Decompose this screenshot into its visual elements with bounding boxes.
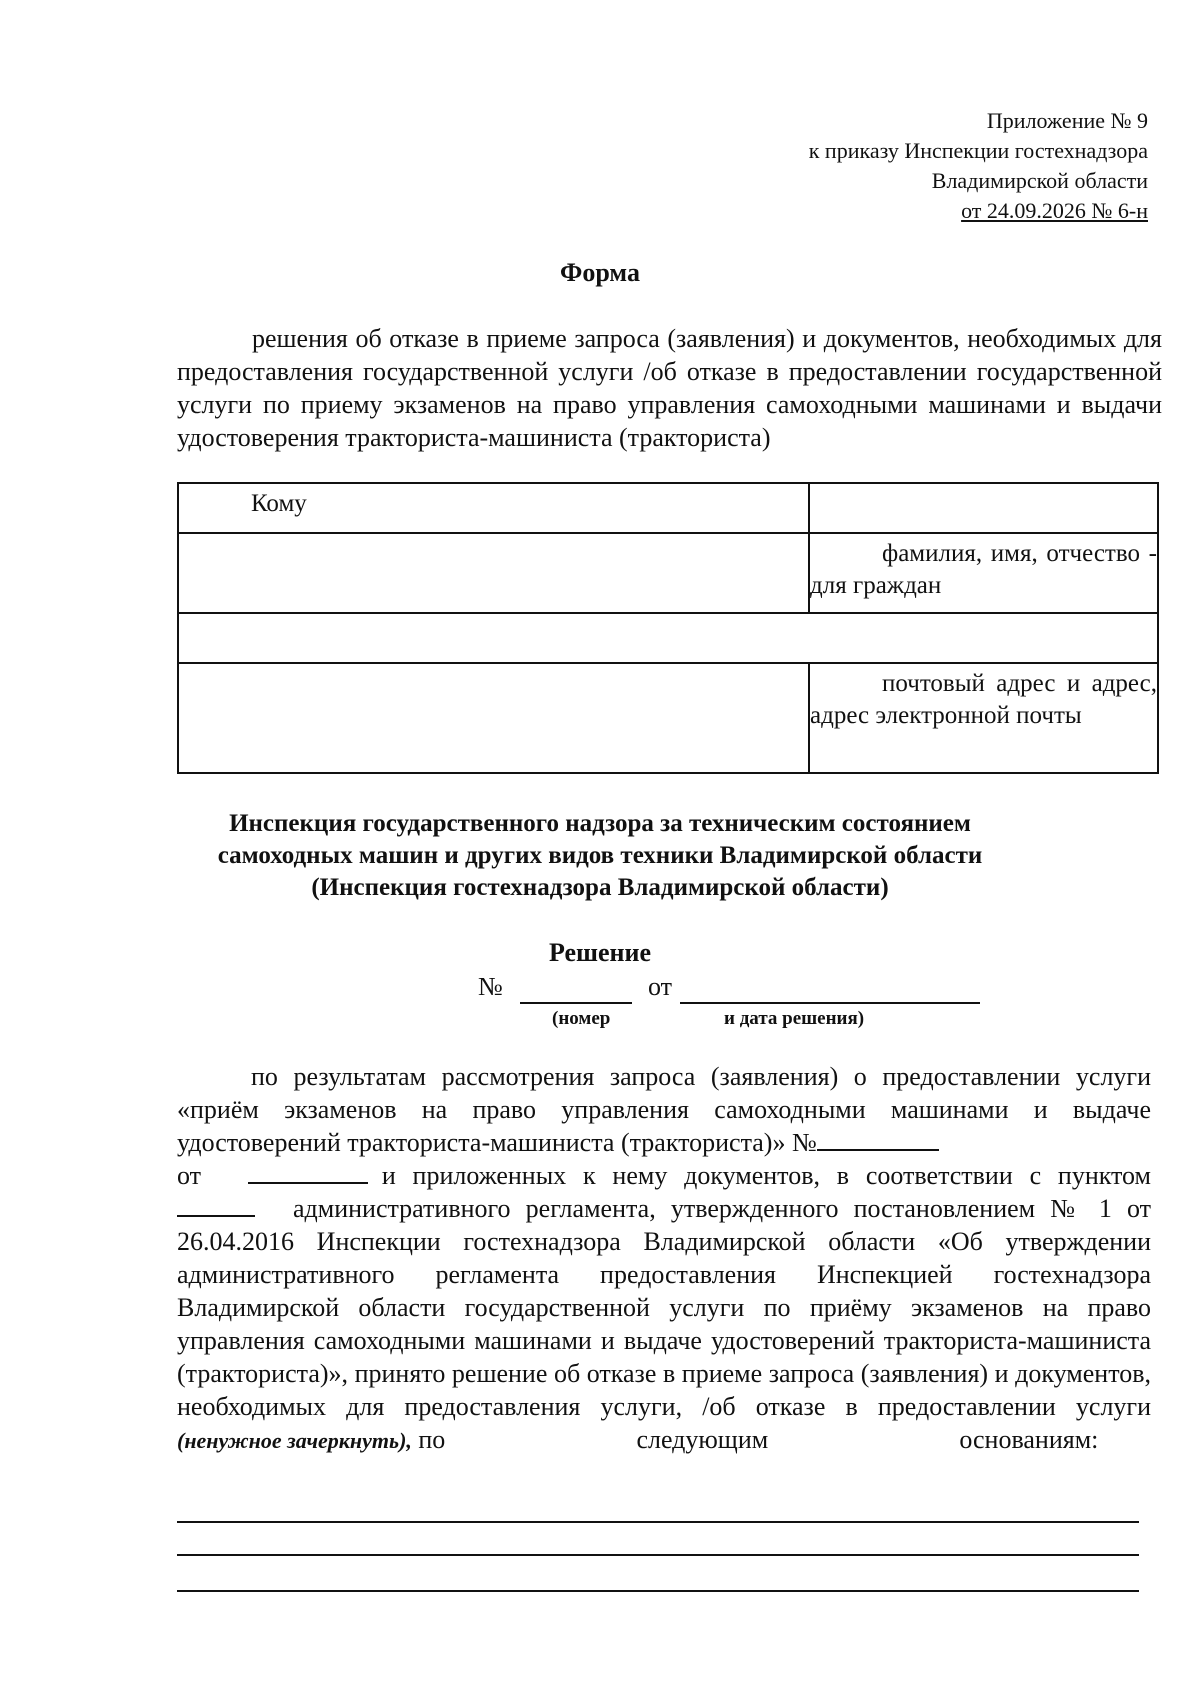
- name-hint: фамилия, имя, отчество - для граждан: [810, 540, 1157, 599]
- request-number-blank: [817, 1127, 939, 1151]
- appendix-region: Владимирской области: [931, 168, 1148, 193]
- body-paragraph-1: [177, 1060, 1151, 1159]
- to-label: Кому: [251, 490, 307, 517]
- grounds-line-3: [177, 1590, 1139, 1592]
- postal-value-cell: [178, 663, 809, 773]
- organization-line-3: (Инспекция гостехнадзора Владимирской области): [311, 874, 889, 901]
- clause-blank: [177, 1193, 255, 1217]
- appendix-number: Приложение № 9: [986, 108, 1148, 133]
- appendix-date: от 24.09.2026 № 6-н: [961, 198, 1148, 223]
- body-text-2: и приложенных к нему документов, в соответствии с пунктом: [381, 1161, 1152, 1190]
- date-hint: и дата решения): [724, 1008, 865, 1029]
- body-from-label: от: [177, 1161, 202, 1190]
- request-date-blank: [248, 1160, 368, 1184]
- date-blank: [680, 1002, 980, 1004]
- body-paragraph-2: [177, 1159, 1151, 1457]
- postal-hint: почтовый адрес и адрес, адрес электронной почты: [810, 670, 1157, 729]
- body-ending: по следующим основаниям:: [418, 1425, 1099, 1454]
- body-text-3: административного регламента, утвержденного постановлением № 1 от 26.04.2016 Инспекции гостехнадзора Владимирской области «Об утверждении административного регламента предоставления Инспекцией гостехнадзора Владимирской области государственной услуги по приёму экзаменов на право управления самоходными машинами и выдаче удостоверений тракториста-машиниста (тракториста)», принято решение об отказе в приеме запроса (заявления) и документов, необходимых для предоставления услуги, /об отказе в предоставлении услуги: [177, 1194, 1151, 1421]
- organization-name: [0, 808, 1200, 904]
- to-value-cell: [809, 483, 1158, 533]
- organization-line-2: самоходных машин и других видов техники Владимирской области: [217, 842, 983, 869]
- appendix-order-ref: к приказу Инспекции гостехнадзора: [808, 138, 1148, 163]
- from-label: от: [648, 972, 673, 1001]
- grounds-line-1: [177, 1521, 1139, 1523]
- organization-line-1: Инспекция государственного надзора за техническим состоянием: [229, 810, 971, 837]
- form-title: Форма: [560, 258, 640, 287]
- decision-body: [177, 1060, 1151, 1457]
- addressee-table: [177, 482, 1159, 774]
- number-blank: [520, 1002, 632, 1004]
- strike-note: (ненужное зачеркнуть),: [177, 1428, 412, 1453]
- to-label-cell: [178, 483, 809, 533]
- name-hint-cell: [809, 533, 1158, 613]
- appendix-header: [809, 106, 1148, 226]
- body-text-1: по результатам рассмотрения запроса (заявления) о предоставлении услуги «приём экзаменов на право управления самоходными машинами и выдаче удостоверений тракториста-машиниста (тракториста)» №: [177, 1062, 1151, 1157]
- address-value-row: [178, 613, 1158, 663]
- grounds-line-2: [177, 1554, 1139, 1556]
- decision-title: Решение: [548, 938, 652, 967]
- number-hint: (номер: [552, 1008, 611, 1029]
- form-subtitle: решения об отказе в приеме запроса (заявления) и документов, необходимых для предоставления государственной услуги /об отказе в предоставлении государственной услуги по приему экзаменов на право управления самоходными машинами и выдачи удостоверения тракториста-машиниста (тракториста): [177, 324, 1162, 452]
- name-value-cell: [178, 533, 809, 613]
- number-sign: №: [478, 972, 503, 1001]
- postal-hint-cell: [809, 663, 1158, 773]
